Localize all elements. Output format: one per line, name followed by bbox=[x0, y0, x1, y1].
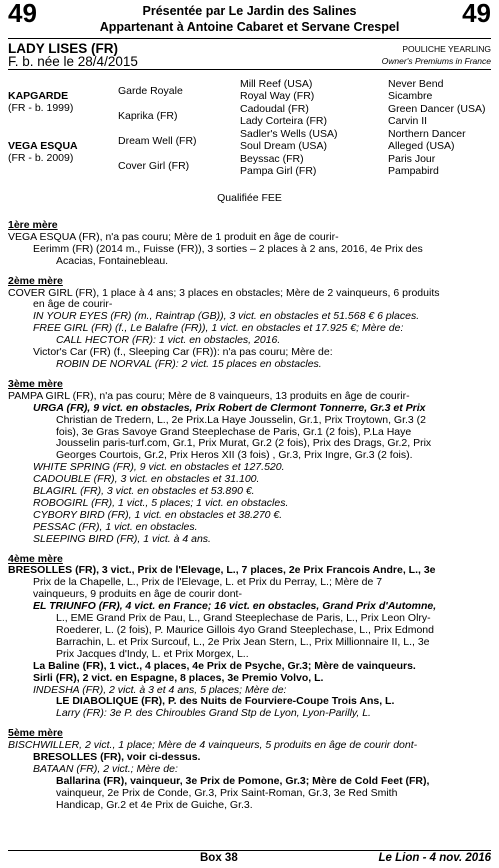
note-line: INDESHA (FR), 2 vict. à 3 et 4 ans, 5 places; Mère de: bbox=[33, 683, 287, 696]
g3-7: Beyssac (FR) bbox=[240, 153, 304, 165]
note-line: Roederer, L. (2 fois), P. Maurice Gillois 4yo Grand Steeplechase, L., Prix Edmond bbox=[56, 624, 434, 636]
section-heading: 3ème mère bbox=[8, 377, 63, 390]
pedigree-table bbox=[8, 78, 491, 188]
note-line: Victor's Car (FR) (f., Sleeping Car (FR)): n'a pas couru; Mère de: bbox=[33, 346, 333, 359]
note-line: URGA (FR), 9 vict. en obstacles, Prix Robert de Clermont Tonnerre, Gr.3 et Prix bbox=[33, 401, 426, 414]
lot-number-left: 49 bbox=[8, 0, 37, 28]
note-line: Acacias, Fontainebleau. bbox=[56, 254, 169, 267]
sire-info: (FR - b. 1999) bbox=[8, 102, 74, 114]
note-line: COVER GIRL (FR), 1 place à 4 ans; 3 places en obstacles; Mère de 2 vainqueurs, 6 produits bbox=[8, 286, 440, 299]
note-line: SLEEPING BIRD (FR), 1 vict. à 4 ans. bbox=[33, 532, 211, 545]
section-heading: 1ère mère bbox=[8, 219, 58, 231]
sale-date: Le Lion - 4 nov. 2016 bbox=[378, 852, 491, 864]
g4-5: Northern Dancer bbox=[388, 128, 466, 140]
section-heading: 4ème mère bbox=[8, 552, 63, 565]
note-line: Handicap, Gr.2 et 4e Prix de Guiche, Gr.3. bbox=[56, 798, 253, 811]
g3-4: Lady Corteira (FR) bbox=[240, 115, 327, 127]
g4-2: Sicambre bbox=[388, 90, 433, 102]
note-line: BRESOLLES (FR), 3 vict., Prix de l'Elevage, L., 7 places, 2e Prix Francois Andre, L., 3e bbox=[8, 564, 436, 577]
note-line: PAMPA GIRL (FR), n'a pas couru; Mère de 8 vainqueurs, 13 produits en âge de courir- bbox=[8, 389, 410, 402]
sire-name: KAPGARDE bbox=[8, 90, 69, 102]
header-rule bbox=[8, 38, 491, 39]
note-line: vainqueur, 2e Prix de Conde, Gr.3, Prix Saint-Roman, Gr.3, 3e Red Smith bbox=[56, 786, 398, 799]
note-line: La Baline (FR), 1 vict., 4 places, 4e Prix de Psyche, Gr.3; Mère de vainqueurs. bbox=[33, 659, 416, 672]
g3-1: Mill Reef (USA) bbox=[240, 78, 313, 90]
footer-rule bbox=[8, 850, 491, 851]
g2-2: Kaprika (FR) bbox=[118, 110, 178, 122]
note-line: en âge de courir- bbox=[33, 298, 113, 311]
g3-3: Cadoudal (FR) bbox=[240, 103, 309, 115]
g4-7: Paris Jour bbox=[388, 153, 436, 165]
catalogue-header bbox=[0, 0, 499, 40]
dam-name: VEGA ESQUA bbox=[8, 140, 78, 152]
note-line: BATAAN (FR), 2 vict.; Mère de: bbox=[33, 762, 178, 775]
g4-8: Pampabird bbox=[388, 165, 439, 177]
note-line: Barrachin, L. et Prix Surcouf, L., 2e Prix Jean Stern, L., Prix Millionnaire II, L., 3e bbox=[56, 635, 430, 648]
note-line: CADOUBLE (FR), 3 vict. en obstacles et 31.100. bbox=[33, 473, 260, 486]
note-line: Jousselin paris-turf.com, Gr.1, Prix Murat, Gr.2 (2 fois), Prix des Drags, Gr.2, Prix bbox=[56, 437, 432, 450]
dam-info: (FR - b. 2009) bbox=[8, 152, 74, 164]
note-line: ROBIN DE NORVAL (FR): 2 vict. 15 places en obstacles. bbox=[56, 357, 322, 370]
note-line: Prix de la Chapelle, L., Prix de l'Elevage, L. et Prix du Perray, L.; Mère de 7 bbox=[33, 576, 383, 589]
lot-number-right: 49 bbox=[462, 0, 491, 28]
note-line: BISCHWILLER, 2 vict., 1 place; Mère de 4 vainqueurs, 5 produits en âge de courir dont- bbox=[8, 739, 418, 752]
note-line: CYBORY BIRD (FR), 1 vict. en obstacles et 38.270 €. bbox=[33, 508, 283, 521]
owner-line: Appartenant à Antoine Cabaret et Servane Crespel bbox=[99, 20, 400, 34]
g4-4: Carvin II bbox=[388, 115, 428, 127]
note-line: BLAGIRL (FR), 3 vict. en obstacles et 53.890 €. bbox=[33, 485, 255, 498]
note-line: Christian de Tredern, L., 2e Prix.La Haye Jousselin, Gr.1, Prix Troytown, Gr.3 (2 bbox=[56, 413, 426, 426]
note-line: Georges Courtois, Gr.2, Prix Heros XII (3 fois) , Gr.3, Prix Ingre, Gr.3 (2 fois). bbox=[56, 449, 413, 462]
g3-8: Pampa Girl (FR) bbox=[240, 165, 317, 177]
g3-2: Royal Way (FR) bbox=[240, 90, 315, 102]
note-line: VEGA ESQUA (FR), n'a pas couru; Mère de 1 produit en âge de courir- bbox=[8, 230, 339, 243]
note-line: vainqueurs, 9 produits en âge de courir dont- bbox=[33, 588, 242, 601]
note-line: IN YOUR EYES (FR) (m., Raintrap (GB)), 3 vict. en obstacles et 51.568 € 6 places. bbox=[33, 310, 420, 323]
presented-by: Présentée par Le Jardin des Salines bbox=[142, 4, 357, 18]
family-notes bbox=[8, 212, 495, 812]
note-line: ROBOGIRL (FR), 1 vict., 5 places; 1 vict. en obstacles. bbox=[33, 496, 289, 509]
qualification: Qualifiée FEE bbox=[217, 192, 282, 204]
section-heading: 2ème mère bbox=[8, 274, 63, 287]
premium-note: Owner's Premiums in France bbox=[381, 56, 491, 66]
g4-6: Alleged (USA) bbox=[388, 140, 455, 152]
vendor-block bbox=[60, 3, 439, 35]
note-line: L., EME Grand Prix de Pau, L., Grand Steeplechase de Paris, L., Prix Leon Olry- bbox=[56, 612, 431, 625]
note-line: FREE GIRL (FR) (f., Le Balafre (FR)), 1 vict. en obstacles et 17.925 €; Mère de: bbox=[33, 322, 404, 335]
note-line: Larry (FR): 3e P. des Chiroubles Grand Stp de Lyon, Lyon-Parilly, L. bbox=[56, 707, 371, 720]
note-line: Prix Jacques d'Indy, L. et Prix Morgex, L.. bbox=[56, 647, 249, 660]
note-line: WHITE SPRING (FR), 9 vict. en obstacles et 127.520. bbox=[33, 461, 285, 474]
note-line: BRESOLLES (FR), voir ci-dessus. bbox=[33, 751, 201, 764]
g4-1: Never Bend bbox=[388, 78, 444, 90]
name-rule bbox=[8, 69, 491, 70]
note-line: Eerimm (FR) (2014 m., Fuisse (FR)), 3 sorties – 2 places à 2 ans, 2016, 4e Prix des bbox=[33, 242, 423, 255]
g4-3: Green Dancer (USA) bbox=[388, 103, 486, 115]
note-line: PESSAC (FR), 1 vict. en obstacles. bbox=[33, 520, 198, 533]
horse-birth: F. b. née le 28/4/2015 bbox=[8, 54, 138, 69]
g3-5: Sadler's Wells (USA) bbox=[240, 128, 338, 140]
note-line: Ballarina (FR), vainqueur, 3e Prix de Pomone, Gr.3; Mère de Cold Feet (FR), bbox=[56, 774, 430, 787]
box-number: Box 38 bbox=[200, 852, 238, 864]
note-line: Sirli (FR), 2 vict. en Espagne, 8 places, 3e Premio Volvo, L. bbox=[33, 671, 324, 684]
note-line: CALL HECTOR (FR): 1 vict. en obstacles, 2016. bbox=[56, 334, 281, 347]
note-line: fois), 3e Gras Savoye Grand Steeplechase de Paris, Gr.1 (2 fois), P.La Haye bbox=[56, 425, 412, 438]
note-line: EL TRIUNFO (FR), 4 vict. en France; 16 vict. en obstacles, Grand Prix d'Automne, bbox=[33, 600, 437, 613]
g2-4: Cover Girl (FR) bbox=[118, 160, 190, 172]
note-line: LE DIABOLIQUE (FR), P. des Nuits de Fourviere-Coupe Trois Ans, L. bbox=[56, 695, 395, 708]
section-heading: 5ème mère bbox=[8, 727, 63, 740]
horse-name: LADY LISES (FR) bbox=[8, 41, 119, 56]
g2-1: Garde Royale bbox=[118, 85, 183, 97]
g2-3: Dream Well (FR) bbox=[118, 135, 197, 147]
horse-category: POULICHE YEARLING bbox=[402, 44, 491, 54]
g3-6: Soul Dream (USA) bbox=[240, 140, 327, 152]
